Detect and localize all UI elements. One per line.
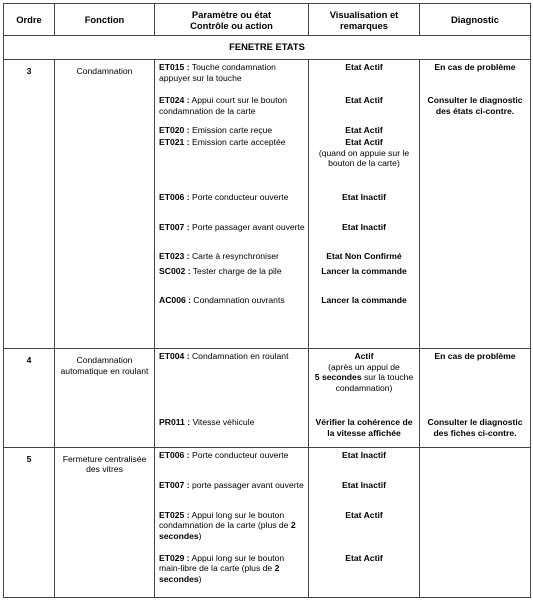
fonction-cell: Condamnation automatique en roulant bbox=[55, 349, 155, 447]
fonction-cell: Fermeture centralisée des vitres bbox=[55, 447, 155, 597]
parametre-cell bbox=[155, 447, 309, 597]
visu-item: Etat Inactif bbox=[342, 479, 386, 490]
param-item: ET025 : Appui long sur le bouton condamnation de la carte (plus de 2 secondes) bbox=[159, 509, 296, 541]
visu-note: (quand on appuie sur le bouton de la carte) bbox=[318, 147, 410, 169]
table-row bbox=[4, 447, 531, 597]
header-parametre: Paramètre ou état Contrôle ou action bbox=[155, 4, 309, 36]
diag-item: En cas de problème bbox=[434, 62, 516, 72]
header-row bbox=[4, 4, 531, 36]
diagnostic-cell bbox=[420, 447, 531, 597]
diagnostic-cell bbox=[420, 349, 531, 447]
visualisation-cell bbox=[309, 447, 420, 597]
visu-item: Lancer la commande bbox=[321, 294, 407, 305]
param-item: ET006 : Porte conducteur ouverte bbox=[159, 192, 289, 202]
visu-item: Etat Inactif bbox=[342, 191, 386, 202]
visu-item: Etat Actif bbox=[345, 509, 383, 520]
section-title: FENETRE ETATS bbox=[4, 36, 531, 60]
ordre-cell: 3 bbox=[4, 60, 55, 349]
param-item: ET004 : Condamnation en roulant bbox=[159, 351, 289, 362]
parametre-cell bbox=[155, 60, 309, 349]
param-item: ET021 : Emission carte acceptée bbox=[159, 137, 286, 147]
ordre-cell: 5 bbox=[4, 447, 55, 597]
visu-item: Lancer la commande bbox=[321, 265, 407, 276]
param-item: ET007 : Porte passager avant ouverte bbox=[159, 222, 305, 232]
header-fonction: Fonction bbox=[55, 4, 155, 36]
param-item: ET029 : Appui long sur le bouton main-libre de la carte (plus de 2 secondes) bbox=[159, 552, 285, 584]
fonction-cell: Condamnation bbox=[55, 60, 155, 349]
ordre-cell: 4 bbox=[4, 349, 55, 447]
visu-item: Etat Inactif bbox=[342, 221, 386, 232]
param-item: ET023 : Carte à resynchroniser bbox=[159, 251, 279, 261]
diag-item: En cas de problème bbox=[434, 351, 516, 362]
visualisation-cell bbox=[309, 60, 420, 349]
visu-item: Etat Actif bbox=[345, 125, 383, 135]
visu-item: Etat Actif bbox=[345, 137, 383, 147]
param-item: SC002 : Tester charge de la pile bbox=[159, 266, 282, 276]
param-item: PR011 : Vitesse véhicule bbox=[159, 417, 255, 428]
diag-item: Consulter le diagnostic des fiches ci-contre. bbox=[427, 417, 523, 438]
visu-item: Actif (après un appui de 5 secondes sur la touche condamnation) bbox=[314, 351, 414, 393]
visu-item: Etat Actif bbox=[345, 95, 383, 105]
visu-item: Etat Actif bbox=[345, 62, 383, 72]
visu-item: Vérifier la cohérence de la vitesse affichée bbox=[315, 417, 413, 438]
parametre-cell bbox=[155, 349, 309, 447]
header-visualisation: Visualisation et remarques bbox=[309, 4, 420, 36]
diag-item: Consulter le diagnostic des états ci-contre. bbox=[427, 95, 523, 116]
param-item: ET006 : Porte conducteur ouverte bbox=[159, 449, 289, 460]
table-row bbox=[4, 60, 531, 349]
visualisation-cell bbox=[309, 349, 420, 447]
param-item: ET024 : Appui court sur le bouton condamnation de la carte bbox=[159, 95, 288, 116]
header-ordre: Ordre bbox=[4, 4, 55, 36]
param-item: ET020 : Emission carte reçue bbox=[159, 125, 273, 135]
header-diagnostic: Diagnostic bbox=[420, 4, 531, 36]
table-row bbox=[4, 349, 531, 447]
param-item: ET015 : Touche condamnation appuyer sur la touche bbox=[159, 62, 276, 83]
param-item: AC006 : Condamnation ouvrants bbox=[159, 295, 285, 305]
diagnostic-cell bbox=[420, 60, 531, 349]
param-item: ET007 : porte passager avant ouverte bbox=[159, 479, 304, 490]
section-row bbox=[4, 36, 531, 60]
visu-item: Etat Non Confirmé bbox=[326, 250, 402, 261]
diagnostic-table bbox=[3, 3, 531, 598]
visu-item: Etat Inactif bbox=[342, 449, 386, 460]
visu-item: Etat Actif bbox=[345, 552, 383, 563]
